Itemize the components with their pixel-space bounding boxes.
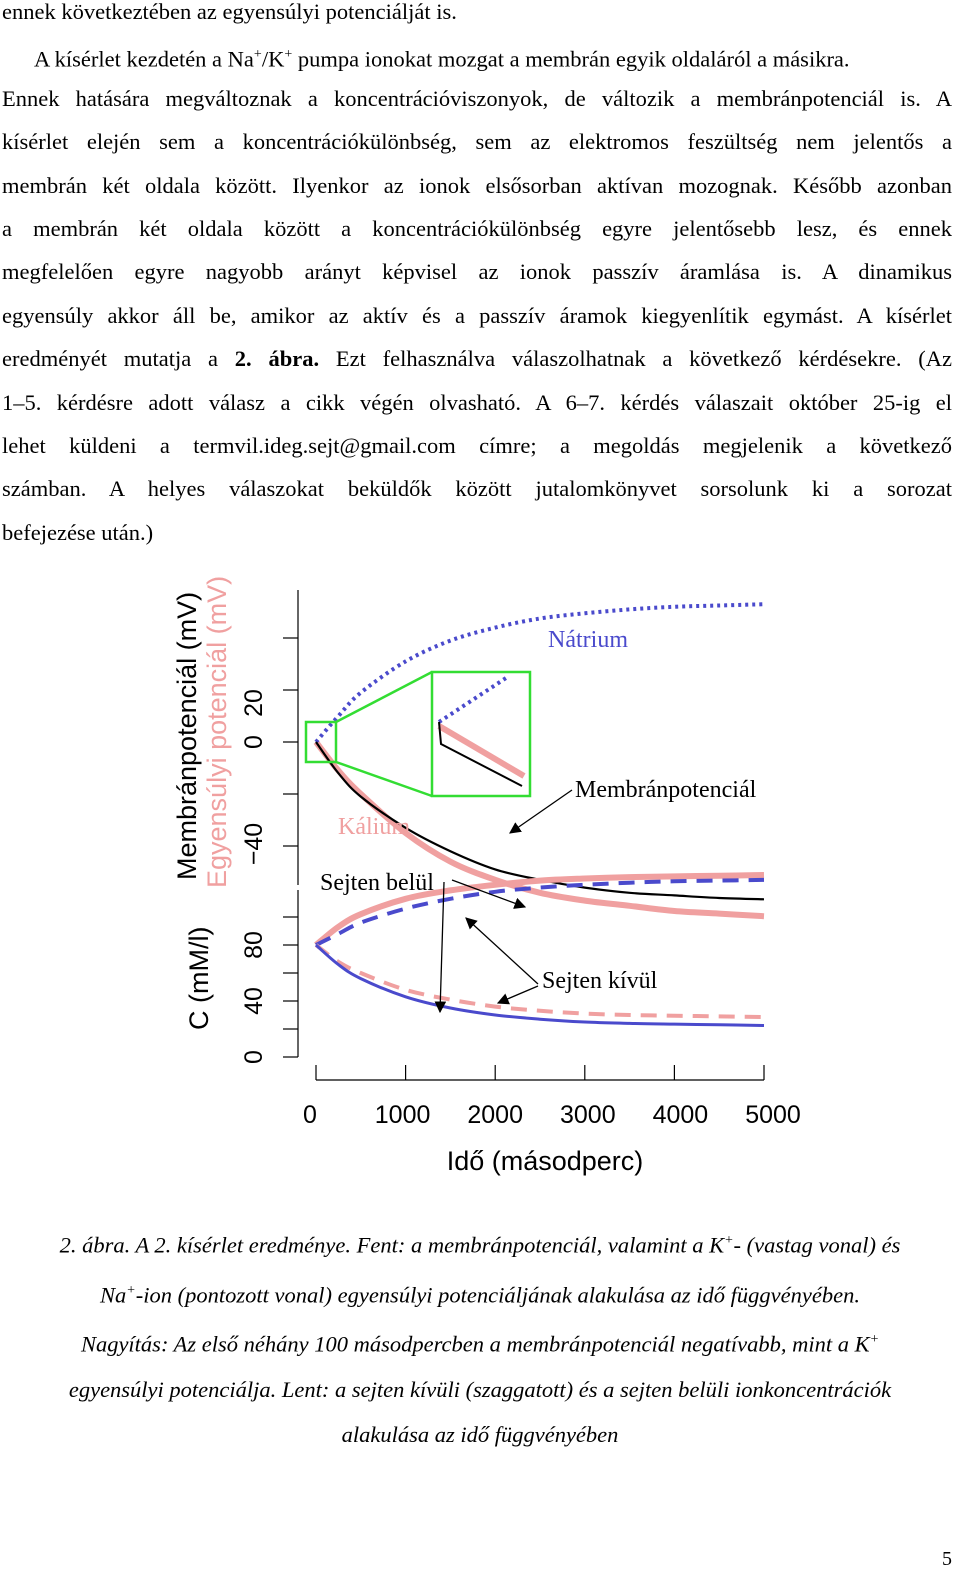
caption-line: alakulása az idő függvényében [341,1421,619,1447]
body-paragraph [2,0,952,554]
x-tick-label: 5000 [745,1101,801,1129]
label-sejten-kivul: Sejten kívül [542,968,658,994]
x-ticks [303,1065,801,1129]
tick-label-top-minus40: −40 [240,822,268,866]
text-line: kísérlet elején sem a koncentrációkülönbség, sem az elektromos feszültség nem jelentős a [2,129,952,155]
arrow-sejten-kivul-1 [466,918,538,984]
series-line-kálium-sejten-kívül [316,945,764,1017]
text-line: A kísérlet kezdetén a Na+/K+ pumpa ionokat mozgat a membrán egyik oldaláról a másikra. [34,46,850,72]
text-line: számban. A helyes válaszokat beküldők között jutalomkönyvet sorsolunk ki a sorozat [2,476,952,502]
text-line: 1–5. kérdésre adott válasz a cikk végén olvasható. A 6–7. kérdés válaszait október 25-ig el [2,389,952,415]
text-line: Ennek hatására megváltoznak a koncentrációviszonyok, de változik a membránpotenciál is. A [2,85,952,111]
series-line-nátrium-sejten-belül [316,945,764,1026]
zoom-connector-top [336,672,432,722]
ylabel-concentration: C (mM/l) [184,926,214,1030]
tick-label-top-20: 20 [240,689,268,717]
text-line: befejezése után.) [2,519,154,545]
arrow-sejten-kivul-2 [498,986,538,1003]
tick-label-bottom-40: 40 [240,987,268,1015]
zoom-source-box [306,722,336,762]
ylabel-equilibrium-potential: Egyensúlyi potenciál (mV) [202,575,232,888]
label-natrium: Nátrium [548,627,628,653]
top-y-ticks [283,638,298,846]
caption-line: egyensúlyi potenciálja. Lent: a sejten kívüli (szaggatott) és a sejten belüli ionkoncentrációk [68,1376,892,1402]
text-line: lehet küldeni a termvil.ideg.sejt@gmail.com címre; a megoldás megjelenik a következő [2,432,952,458]
label-kalium: Kálium [338,814,410,840]
x-tick-label: 1000 [374,1101,431,1129]
caption-line: Nagyítás: Az első néhány 100 másodpercben a membránpotenciál negatívabb, mint a K+ [80,1331,880,1357]
text-line: megfelelően egyre nagyobb arányt képvisel az ionok passzív áramlása is. A dinamikus [2,259,952,285]
x-tick-label: 4000 [652,1101,709,1129]
zoom-connector-bottom [336,762,432,796]
text-line: membrán két oldala között. Ilyenkor az ionok elsősorban aktívan mozognak. Később azonban [2,172,952,198]
text-line: a membrán két oldala között a koncentrációkülönbség egyre jelentősebb lesz, és ennek [2,215,952,241]
text-line: eredményét mutatja a 2. ábra. Ezt felhasználva válaszolhatnak a következő kérdésekre. (Az [2,346,952,372]
label-membranpotencial: Membránpotenciál [575,777,757,803]
x-tick-label: 3000 [559,1101,616,1129]
tick-label-bottom-80: 80 [240,931,268,959]
caption-line: 2. ábra. A 2. kísérlet eredménye. Fent: a membránpotenciál, valamint a K+- (vastag vonal) és [59,1232,901,1258]
x-tick-label: 0 [303,1101,317,1129]
text-line: ennek következtében az egyensúlyi potenciálját is. [2,0,457,24]
ylabel-membrane-potential: Membránpotenciál (mV) [172,591,202,880]
tick-label-top-0: 0 [240,735,268,749]
x-axis-label: Idő (másodperc) [446,1146,644,1176]
bottom-y-ticks [283,917,298,1057]
tick-label-bottom-0: 0 [240,1050,268,1064]
label-sejten-belul: Sejten belül [320,870,434,896]
text-line: egyensúly akkor áll be, amikor az aktív és a passzív áramok kiegyenlítik egymást. A kísérlet [2,302,952,328]
x-tick-label: 2000 [467,1101,524,1129]
series-line-nátrium [316,604,764,742]
figure-2 [0,570,960,1190]
page-number: 5 [942,1548,952,1570]
figure-caption [0,1218,960,1457]
caption-line: Na+-ion (pontozott vonal) egyensúlyi potenciáljának alakulása az idő függvényében. [100,1282,860,1307]
